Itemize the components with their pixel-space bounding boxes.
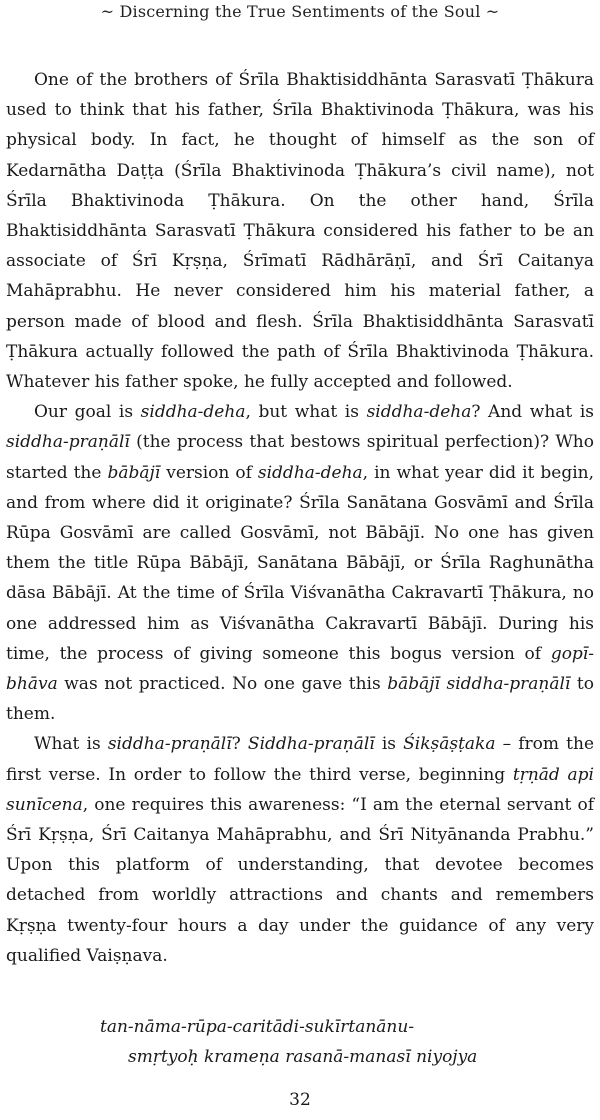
text-run: – from the first verse. In order to follow the third verse, beginning (6, 734, 594, 785)
text-run: is (374, 734, 404, 755)
paragraph-1: One of the brothers of Śrīla Bhaktisiddhānta Sarasvatī Ṭhākura used to think that his father, Śrīla Bhaktivinoda Ṭhākura, was his physical body. In fact, he thought of himself as the son of Kedarnātha Daṭṭa (Śrīla Bhaktivinoda Ṭhākura’s civil name), not Śrīla Bhaktivinoda Ṭhākura. On the other hand, Śrīla Bhaktisiddhānta Sarasvatī Ṭhākura considered his father to be an associate of Śrī Kṛṣṇa, Śrīmatī Rādhārāṇī, and Śrī Caitanya Mahāprabhu. He never considered him his material father, a person made of blood and flesh. Śrīla Bhaktisiddhānta Sarasvatī Ṭhākura actually followed the path of Śrīla Bhaktivinoda Ṭhākura. Whatever his father spoke, he fully accepted and followed. (6, 70, 594, 393)
text-run: ? (231, 734, 248, 755)
italic-term: siddha-deha (366, 402, 472, 423)
italic-term: Śikṣāṣṭaka (403, 734, 496, 755)
text-run: What is (34, 734, 108, 755)
paragraph-2 (6, 397, 594, 729)
italic-term: gopī-bhāva (6, 643, 594, 695)
text-run: Our goal is (34, 402, 141, 423)
italic-term: bābājī (107, 462, 161, 483)
text-run: to them. (6, 674, 594, 725)
italic-term: Siddha-praṇālī (247, 734, 375, 755)
text-run: , but what is (245, 402, 367, 423)
italic-term: siddha-deha (140, 402, 246, 423)
text-run: version of (160, 462, 258, 483)
italic-term: siddha-praṇālī (107, 734, 232, 755)
body-text (6, 65, 594, 971)
verse-line-1: tan-nāma-rūpa-caritādi-sukīrtanānu- (100, 1017, 415, 1037)
text-run: was not practiced. No one gave this (57, 674, 388, 695)
italic-term: bābājī siddha-praṇālī (387, 674, 571, 695)
running-header: ~ Discerning the True Sentiments of the Soul ~ (100, 2, 500, 21)
italic-term: siddha-deha (257, 462, 363, 483)
italic-term: siddha-praṇālī (6, 432, 130, 453)
verse-line-2: smṛtyoḥ krameṇa rasanā-manasī niyojya (128, 1047, 478, 1067)
text-run: , in what year did it begin, and from where did it originate? Śrīla Sanātana Gosvāmī and Śrīla Rūpa Gosvāmī are called Gosvāmī, not Bābājī. No one has given them the title Rūpa Bābājī, Sanātana Bābājī, or Śrīla Raghunātha dāsa Bābājī. At the time of Śrīla Viśvanātha Cakravartī Ṭhākura, no one addressed him as Viśvanātha Cakravartī Bābājī. During his time, the process of giving someone this bogus version of (6, 462, 594, 664)
page-number: 32 (289, 1090, 311, 1110)
text-run: ? And what is (471, 402, 595, 423)
text-run: (the process that bestows spiritual perfection)? Who started the (6, 432, 594, 483)
italic-term: tṛṇād api sunīcena (6, 764, 594, 815)
text-run: , one requires this awareness: “I am the eternal servant of Śrī Kṛṣṇa, Śrī Caitanya Mahāprabhu, and Śrī Nityānanda Prabhu.” Upon this platform of understanding, that devotee becomes detached from worldly attractions and chants and remembers Kṛṣṇa twenty-four hours a day under the guidance of any very qualified Vaiṣṇava. (6, 794, 594, 966)
sanskrit-verse (100, 1012, 580, 1072)
paragraph-3 (6, 729, 594, 971)
